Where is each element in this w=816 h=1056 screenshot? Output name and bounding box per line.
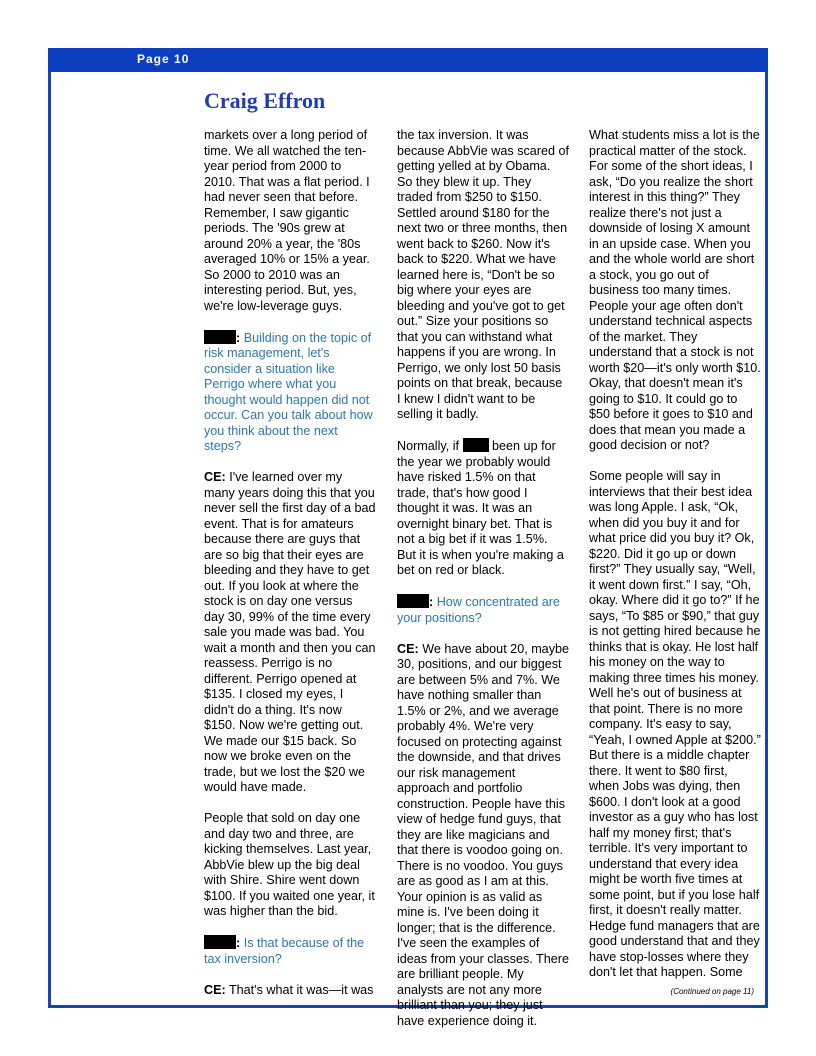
question-paragraph: : How concentrated are your positions? (397, 595, 560, 625)
speaker-initials: CE: (204, 982, 226, 997)
paragraph: the tax inversion. It was because AbbVie was scared of getting yelled at by Obama. So they blew it up. They traded from $250 to $150. Settled around $180 for the next two or three months, then went back to $260. Now it's back to $220. What we have learned here is, “Don't be so big where your eyes are bleeding and you've got to get out.” Size your positions so that you can withstand what happens if you are wrong. In Perrigo, we only lost 50 basis points on that break, because I knew I didn't want to be selling it badly. (397, 128, 569, 421)
question-text: How concentrated are your positions? (397, 595, 560, 625)
continued-on-page-note: (Continued on page 11) (670, 987, 754, 996)
question-paragraph: : Is that because of the tax inversion? (204, 936, 365, 966)
speaker-initials: CE: (204, 470, 226, 484)
question-text: Is that because of the tax inversion? (204, 936, 365, 966)
answer-paragraph (204, 983, 376, 999)
paragraph: People that sold on day one and day two and three, are kicking themselves. Last year, AbbVie blew up the big deal with Shire. Shire went down $100. If you waited one year, it was higher than the bid. (204, 811, 375, 918)
answer-paragraph (397, 642, 569, 1030)
page-number-label: Page 10 (137, 52, 190, 66)
answer-paragraph (204, 470, 376, 796)
answer-text: We have about 20, maybe 30, positions, and our biggest are between 5% and 7%. We have nothing smaller than 1.5% or 2%, and we average probably 4%. We're very focused on protecting against the downside, and that drives our risk management approach and portfolio construction. People have this view of hedge fund guys, that they are like magicians and that there is voodoo going on. There is no voodoo. You guys are as good as I am at this. Your opinion is as valid as mine is. I've been doing it longer; that is the difference. I've seen the examples of ideas from your classes. There are brilliant people. My analysts are not any more brilliant than you; they just have experience doing it. (397, 641, 569, 1028)
question-paragraph: : Building on the topic of risk management, let's consider a situation like Perrigo where what you thought would happen did not occur. Can you talk about how you think about the next steps? (204, 330, 373, 453)
question-text: Building on the topic of risk management, let's consider a situation like Perrigo where what you thought would happen did not occur. Can you talk about how you think about the next steps? (204, 330, 373, 453)
redacted-name-block (204, 330, 236, 344)
paragraph (397, 438, 569, 579)
paragraph: Some people will say in interviews that their best idea was long Apple. I ask, “Ok, when did you buy it and for what price did you buy it? Ok, $220. Did it go up or down first?” They usually say, “Well, it went down first.” I say, “Oh, okay. Where did it go to?” If he says, “To $85 or $90,” that guy is not getting hired because he thinks that is okay. He lost half his money on the way to making three times his money. Well he's out of business at that point. There is no more company. It's easy to say, “Yeah, I owned Apple at $200.” But there is a middle chapter there. It went to $80 first, when Jobs was dying, then $600. I don't look at a good investor as a guy who has lost half my money first; that's terrible. It's very important to understand that every idea might be worth five times at some point, but if you lose half first, it doesn't really matter. Hedge fund managers that are good understand that and they have stop-losses where they don't let that happen. Some (589, 469, 761, 979)
paragraph-text-end: been up for the year we probably would have risked 1.5% on that trade, that's how good I thought it was. It was an overnight binary bet. That is not a big bet if it was 1.5%. But it is when you're making a bet on red or black. (397, 439, 564, 577)
paragraph: What students miss a lot is the practical matter of the stock. For some of the short ideas, I ask, “Do you realize the short interest in this thing?” They realize there's not just a downside of losing X amount in an upside case. When you and the whole world are short a stock, you go out of business too many times. People your age often don't understand technical aspects of the market. They understand that a stock is not worth $20—it's only worth $10. Okay, that doesn't mean it's going to $10. It could go to $50 before it goes to $10 and does that mean you made a good decision or not? (589, 128, 761, 452)
text-column-2 (397, 128, 569, 1045)
answer-text: That's what it was—it was (228, 982, 374, 997)
speaker-initials: CE: (397, 641, 419, 656)
text-column-1 (204, 128, 376, 1014)
paragraph-text-start: Normally, if (397, 439, 460, 453)
redacted-name-block (397, 594, 429, 608)
interviewee-name-title: Craig Effron (204, 88, 326, 113)
text-column-3 (589, 128, 761, 996)
answer-text: I've learned over my many years doing this that you never sell the first day of a bad event. That is for amateurs because there are guys that are so big that their eyes are bleeding and they have to get out. If you look at where the stock is on day one versus day 30, 99% of the time every sale you made was bad. You wait a month and then you can reassess. Perrigo is no different. Perrigo opened at $135. I closed my eyes, I didn't do a thing. It's now $150. Now we're getting out. We made our $15 back. So now we broke even on the trade, but we lost the $20 we would have made. (204, 470, 376, 794)
redacted-name-block (463, 438, 489, 452)
paragraph: markets over a long period of time. We all watched the ten-year period from 2000 to 2010. That was a flat period. I had never seen that before. Remember, I saw gigantic periods. The '90s grew at around 20% a year, the '80s averaged 10% or 15% a year. So 2000 to 2010 was an interesting period. But, yes, we're low-leverage guys. (204, 128, 370, 313)
redacted-name-block (204, 935, 236, 949)
